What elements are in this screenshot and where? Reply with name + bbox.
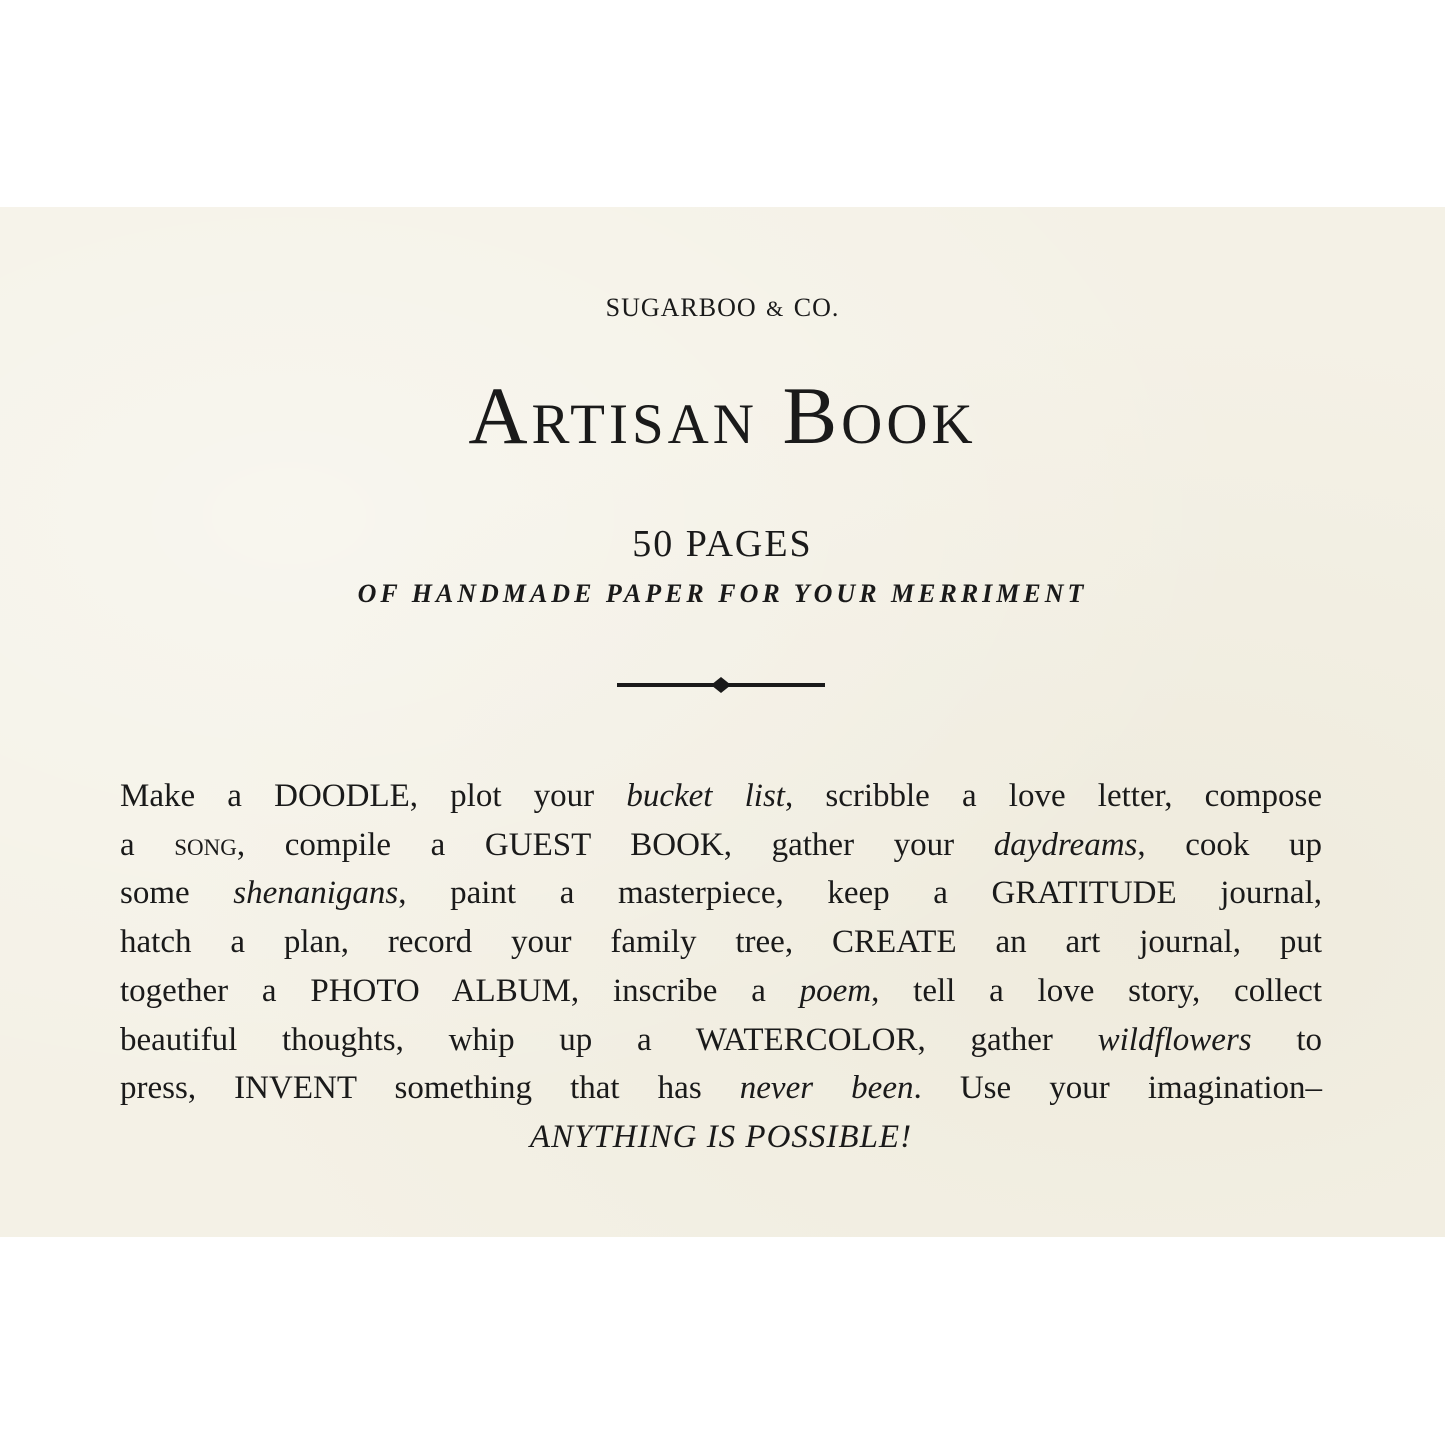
- closing-line: ANYTHING IS POSSIBLE!: [529, 1118, 913, 1155]
- page-title: Artisan Book: [468, 370, 977, 461]
- paragraph-line: some shenanigans, paint a masterpiece, keep a GRATITUDE journal,: [120, 875, 1322, 912]
- label-card: [0, 207, 1445, 1237]
- brand-name: [0, 293, 1445, 323]
- brand-name-main: SUGARBOO: [605, 293, 757, 322]
- paragraph-line: together a PHOTO ALBUM, inscribe a poem, tell a love story, collect: [120, 972, 1322, 1009]
- paragraph-line: beautiful thoughts, whip up a WATERCOLOR, gather wildflowers to: [120, 1021, 1322, 1058]
- paragraph-line: hatch a plan, record your family tree, CREATE an art journal, put: [120, 924, 1322, 961]
- brand-suffix: CO.: [793, 293, 840, 322]
- brand-ampersand: &: [766, 296, 785, 321]
- paragraph-line: press, INVENT something that has never been. Use your imagination–: [120, 1070, 1322, 1107]
- paragraph-line: Make a DOODLE, plot your bucket list, scribble a love letter, compose: [120, 778, 1322, 814]
- description-paragraph: [120, 772, 1322, 1162]
- ornament-divider-icon: [617, 675, 825, 695]
- page-count: 50 PAGES: [632, 523, 813, 565]
- paragraph-line: a song, compile a GUEST BOOK, gather your daydreams, cook up: [120, 826, 1322, 863]
- subtitle: OF HANDMADE PAPER FOR YOUR MERRIMENT: [357, 579, 1088, 608]
